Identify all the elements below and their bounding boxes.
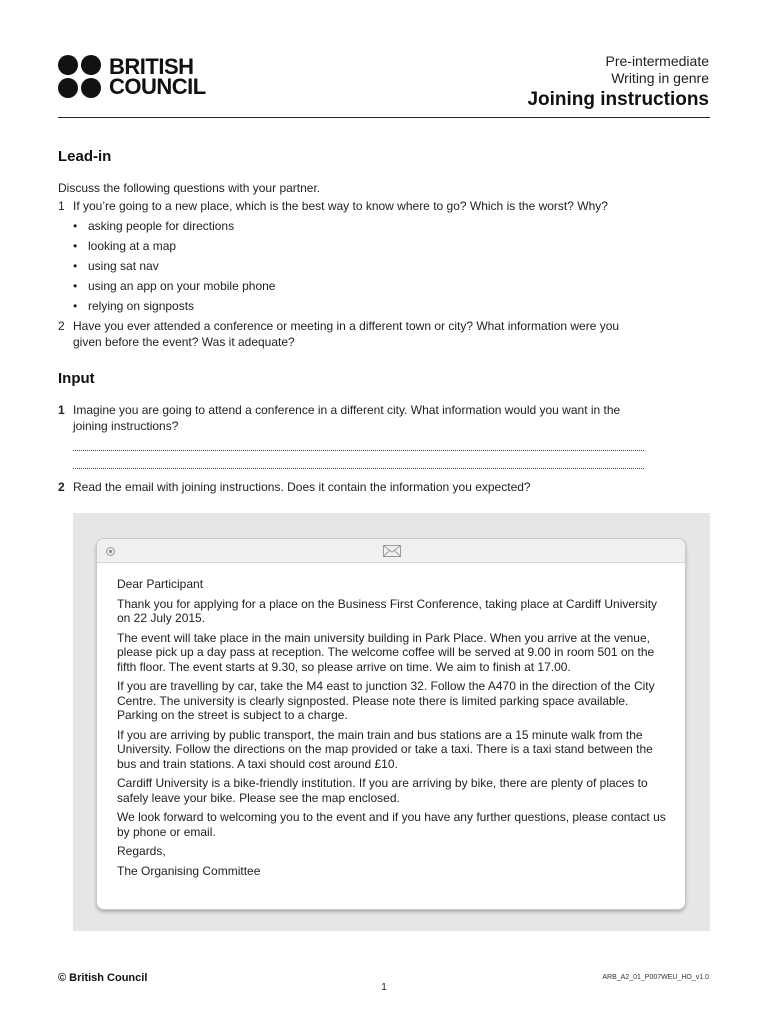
email-paragraph: We look forward to welcoming you to the event and if you have any further questions, please contact us by phone or email. <box>117 810 666 839</box>
level-label: Pre-intermediate <box>605 53 709 69</box>
lead-in-question-2 <box>58 318 648 350</box>
page-title: Joining instructions <box>527 89 709 110</box>
header-divider <box>58 117 710 118</box>
question-number: 2 <box>58 480 65 494</box>
email-paragraph: If you are travelling by car, take the M4 east to junction 32. Follow the A470 in the direction of the City Centre. The university is clearly signposted. Please note there is limited parking space available. Parking on the street is subject to a charge. <box>117 679 655 722</box>
list-item: • asking people for directions <box>73 219 235 233</box>
logo-line-1: BRITISH <box>109 53 194 79</box>
lead-in-bullet-list <box>73 216 658 316</box>
email-paragraph: Thank you for applying for a place on the Business First Conference, taking place at Cardiff University on 22 July 2015. <box>117 596 658 625</box>
question-text: If you’re going to a new place, which is the best way to know where to go? Which is the worst? Why? <box>73 199 608 213</box>
email-paragraph: Cardiff University is a bike-friendly institution. If you are arriving by bike, there are plenty of places to safely leave your bike. Please see the map enclosed. <box>117 776 648 805</box>
lead-in-intro: Discuss the following questions with your partner. <box>58 181 321 195</box>
question-text: Have you ever attended a conference or meeting in a different town or city? What information were you given before the event? Was it adequate? <box>73 319 620 349</box>
email-window <box>96 538 686 910</box>
email-paragraph: The Organising Committee <box>117 863 261 878</box>
list-item: • using sat nav <box>73 259 159 273</box>
list-item: • using an app on your mobile phone <box>73 279 276 293</box>
input-question-2 <box>58 479 658 495</box>
list-item: • relying on signposts <box>73 299 195 313</box>
input-section <box>58 370 658 495</box>
email-paragraph: The event will take place in the main university building in Park Place. When you arrive at the venue, please pick up a day pass at reception. The welcome coffee will be served at 9.00 in room 501 on the fifth floor. The event starts at 9.30, so please arrive on time. We aim to finish at 17.00. <box>117 630 655 674</box>
footer-copyright: © British Council <box>58 972 148 984</box>
answer-line[interactable] <box>73 468 644 469</box>
british-council-logo <box>58 55 206 98</box>
logo-dots-icon <box>58 55 101 98</box>
logo-line-2: COUNCIL <box>109 73 206 99</box>
question-number: 2 <box>58 319 65 333</box>
page-number: 1 <box>381 982 387 993</box>
header-info <box>527 53 709 113</box>
email-paragraph: Regards, <box>117 844 166 858</box>
lead-in-heading: Lead-in <box>58 148 112 165</box>
lead-in-question-1 <box>58 198 658 214</box>
email-title-bar <box>97 539 685 563</box>
footer-document-code: ARB_A2_01_P007WEU_HO_v1.0 <box>602 974 709 981</box>
input-heading: Input <box>58 370 95 387</box>
question-number: 1 <box>58 403 65 417</box>
question-text: Read the email with joining instructions. Does it contain the information you expected? <box>73 480 531 494</box>
email-paragraph: If you are arriving by public transport, the main train and bus stations are a 15 minute walk from the University. Follow the directions on the map provided or take a taxi. There is a taxi stand between the bus and train stations. A taxi should cost around £10. <box>117 727 653 771</box>
genre-label: Writing in genre <box>611 70 709 86</box>
email-body <box>117 577 672 883</box>
input-question-1 <box>58 402 638 434</box>
list-item: • looking at a map <box>73 239 177 253</box>
lead-in-section <box>58 148 658 350</box>
window-button-icon <box>106 547 115 556</box>
question-number: 1 <box>58 199 65 213</box>
email-paragraph: Dear Participant <box>117 577 204 591</box>
answer-line[interactable] <box>73 450 644 451</box>
question-text: Imagine you are going to attend a conference in a different city. What information would you want in the joining instructions? <box>73 403 621 433</box>
logo-wordmark <box>109 53 206 99</box>
envelope-icon <box>383 545 401 557</box>
